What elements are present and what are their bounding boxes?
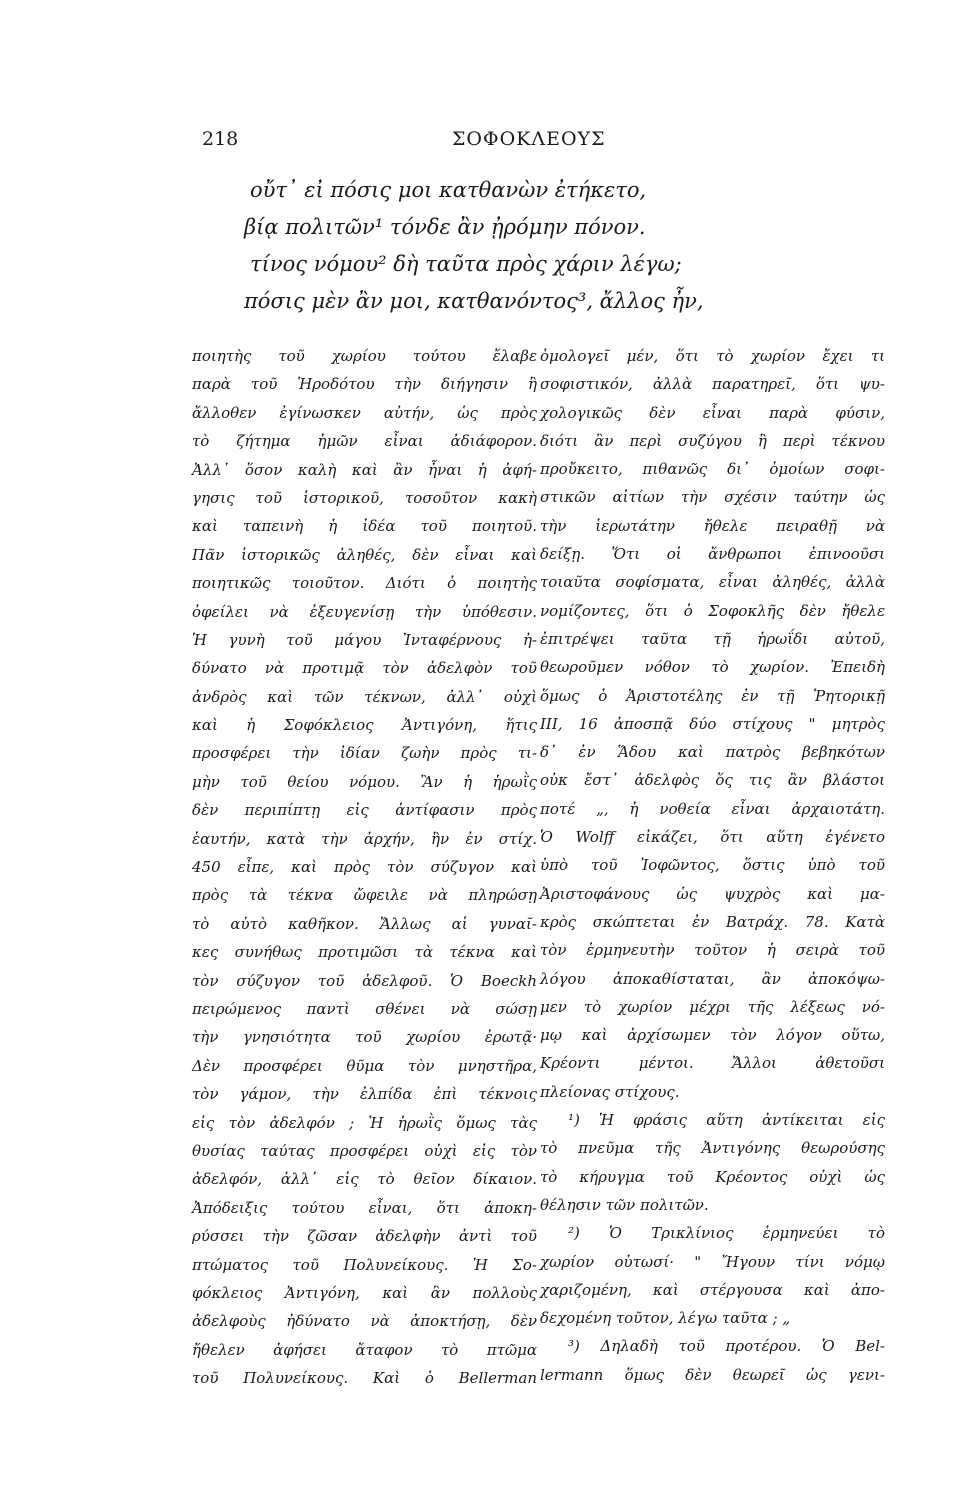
commentary-line: τοῦ Πολυνείκους. Καὶ ὁ Bellerman xyxy=(192,1369,537,1388)
commentary-line: ὁμολογεῖ μέν, ὅτι τὸ χωρίον ἔχει τι xyxy=(540,347,885,365)
commentary-line: ἀδελφόν, ἀλλ᾽ εἰς τὸ θεῖον δίκαιον. xyxy=(192,1170,537,1189)
commentary-line: εἰς τὸν ἀδελφόν ; Ἡ ἡρωῒς ὅμως τὰς xyxy=(192,1113,537,1132)
page-header xyxy=(0,128,975,158)
commentary-line: σοφιστικόν, ἀλλὰ παρατηρεῖ, ὅτι ψυ- xyxy=(540,375,885,394)
commentary-line: Ἀπόδειξις τούτου εἶναι, ὅτι ἀποκη- xyxy=(192,1198,537,1217)
commentary-line: τὴν γνησιότητα τοῦ χωρίου ἐρωτᾷ· xyxy=(192,1028,537,1047)
commentary-line: στικῶν αἰτίων τὴν σχέσιν ταύτην ὡς xyxy=(540,488,885,507)
commentary-line: πτώματος τοῦ Πολυνείκους. Ἡ Σο- xyxy=(192,1255,537,1274)
commentary-line: δεχομένη τοῦτον, λέγω ταῦτα ; „ xyxy=(540,1309,791,1328)
commentary-line: διότι ἂν περὶ συζύγου ἢ περὶ τέκνου xyxy=(540,431,885,450)
commentary-line: χωρίον οὑτωσί· " Ἤγουν τίνι νόμῳ xyxy=(540,1252,885,1271)
commentary-line: ἐπιτρέψει ταῦτα τῇ ἡρωΐδι αὐτοῦ, xyxy=(540,629,885,648)
verse-line: οὔτ᾽ εἰ πόσις μοι κατθανὼν ἐτήκετο, xyxy=(250,178,647,202)
commentary-line: τὸν γάμον, τὴν ἐλπίδα ἐπὶ τέκνοις xyxy=(192,1085,537,1104)
commentary-line: Ἡ γυνὴ τοῦ μάγου Ἰνταφέρνους ἠ- xyxy=(192,630,537,649)
commentary-line: μῳ καὶ ἀρχίσωμεν τὸν λόγον οὕτω, xyxy=(540,1026,885,1045)
page-number: 218 xyxy=(202,128,239,150)
running-title: ΣΟΦΟΚΛΕΟΥΣ xyxy=(452,128,606,150)
commentary-line: ὅμως ὁ Ἀριστοτέλης ἐν τῇ Ῥητορικῇ xyxy=(540,686,885,705)
commentary-line: Κρέοντι μέντοι. Ἄλλοι ἀθετοῦσι xyxy=(540,1054,885,1073)
commentary-line: τοιαῦτα σοφίσματα, εἶναι ἀληθές, ἀλλὰ xyxy=(540,573,885,592)
commentary-line: τὸ πνεῦμα τῆς Ἀντιγόνης θεωρούσης xyxy=(540,1139,885,1158)
commentary-line: ἤθελεν ἀφήσει ἄταφον τὸ πτῶμα xyxy=(192,1340,537,1359)
commentary-right-column xyxy=(540,342,885,1389)
commentary-line: χολογικῶς δὲν εἶναι παρὰ φύσιν, xyxy=(540,403,885,422)
commentary-line: Πᾶν ἱστορικῶς ἀληθές, δὲν εἶναι καὶ xyxy=(192,545,537,564)
commentary-line: παρὰ τοῦ Ἡροδότου τὴν διήγησιν ἢ xyxy=(192,375,537,394)
commentary-line: χαριζομένη, καὶ στέργουσα καὶ ἀπο- xyxy=(540,1280,885,1299)
commentary-line: Ὁ Wolff εἰκάζει, ὅτι αὕτη ἐγένετο xyxy=(540,828,885,847)
commentary-left-column xyxy=(192,342,537,1392)
commentary-line: ὑπὸ τοῦ Ἰοφῶντος, ὅστις ὑπὸ τοῦ xyxy=(540,856,885,875)
commentary-line: τὸ ζήτημα ἡμῶν εἶναι ἀδιάφορον. xyxy=(192,432,537,451)
commentary-line: τὸ αὐτὸ καθῆκον. Ἄλλως αἱ γυναῖ- xyxy=(192,914,537,933)
verse-line: πόσις μὲν ἂν μοι, κατθανόντος³, ἄλλος ἦν, xyxy=(244,289,704,313)
commentary-line: θεωροῦμεν νόθον τὸ χωρίον. Ἐπειδὴ xyxy=(540,658,885,677)
commentary-line: δ᾽ ἐν Ἅδου καὶ πατρὸς βεβηκότων xyxy=(540,743,885,762)
commentary-line: τὸν σύζυγον τοῦ ἀδελφοῦ. Ὁ Boeckh xyxy=(192,971,537,990)
commentary-line: πλείονας στίχους. xyxy=(540,1082,680,1101)
commentary-line: ρύσσει τὴν ζῶσαν ἀδελφὴν ἀντὶ τοῦ xyxy=(192,1227,537,1246)
commentary-line: μεν τὸ χωρίον μέχρι τῆς λέξεως νό- xyxy=(540,997,885,1016)
commentary-line: ἄλλοθεν ἐγίνωσκεν αὐτήν, ὡς πρὸς xyxy=(192,403,537,422)
commentary-line: νομίζοντες, ὅτι ὁ Σοφοκλῆς δὲν ἤθελε xyxy=(540,601,885,620)
commentary-line: πρὸς τὰ τέκνα ὤφειλε νὰ πληρώσῃ xyxy=(192,886,537,905)
commentary-line: ποτέ „, ἡ νοθεία εἶναι ἀρχαιοτάτη. xyxy=(540,799,885,818)
verse-line: τίνος νόμου² δὴ ταῦτα πρὸς χάριν λέγω; xyxy=(250,252,682,276)
commentary-line: γησις τοῦ ἱστορικοῦ, τοσοῦτον κακὴ xyxy=(192,488,537,507)
commentary-line: ²) Ὁ Τρικλίνιος ἑρμηνεύει τὸ xyxy=(568,1224,885,1243)
commentary-line: 450 εἶπε, καὶ πρὸς τὸν σύζυγον καὶ xyxy=(192,858,537,877)
commentary-line: Ἀλλ᾽ ὅσον καλὴ καὶ ἂν ἦναι ἡ ἀφή- xyxy=(192,460,537,479)
commentary-line: ἑαυτήν, κατὰ τὴν ἀρχήν, ἣν ἐν στίχ. xyxy=(192,829,537,848)
commentary-line: Δὲν προσφέρει θῦμα τὸν μνηστῆρα, xyxy=(192,1056,537,1075)
commentary-line: ³) Δηλαδὴ τοῦ προτέρου. Ὁ Bel- xyxy=(568,1337,885,1356)
commentary-line: προὔκειτο, πιθανῶς δι᾽ ὁμοίων σοφι- xyxy=(540,460,885,479)
commentary-line: πειρώμενος παντὶ σθένει νὰ σώσῃ xyxy=(192,999,537,1018)
commentary-line: μὴν τοῦ θείου νόμου. Ἂν ἡ ἡρωῒς xyxy=(192,772,537,791)
commentary-line: κες συνήθως προτιμῶσι τὰ τέκνα καὶ xyxy=(192,943,537,962)
commentary-line: θυσίας ταύτας προσφέρει οὐχὶ εἰς τὸν xyxy=(192,1141,537,1160)
commentary-line: τὸν ἑρμηνευτὴν τοῦτον ἡ σειρὰ τοῦ xyxy=(540,941,885,960)
commentary-line: δείξῃ. Ὅτι οἱ ἄνθρωποι ἐπινοοῦσι xyxy=(540,545,885,564)
commentary-line: ¹) Ἡ φράσις αὕτη ἀντίκειται εἰς xyxy=(568,1111,885,1130)
commentary-line: ἀδελφοὺς ἠδύνατο νὰ ἀποκτήσῃ, δὲν xyxy=(192,1312,537,1331)
commentary-line: δύνατο νὰ προτιμᾷ τὸν ἀδελφὸν τοῦ xyxy=(192,659,537,678)
commentary-line: οὐκ ἔστ᾽ ἀδελφὸς ὅς τις ἂν βλάστοι xyxy=(540,771,885,790)
commentary-line: τὸ κήρυγμα τοῦ Κρέοντος οὐχὶ ὡς xyxy=(540,1167,885,1186)
verse-line: βίᾳ πολιτῶν¹ τόνδε ἂν ᾐρόμην πόνον. xyxy=(244,215,646,239)
commentary-line: τὴν ἱερωτάτην ἤθελε πειραθῇ νὰ xyxy=(540,516,885,535)
commentary-line: ἀνδρὸς καὶ τῶν τέκνων, ἀλλ᾽ οὐχὶ xyxy=(192,687,537,706)
commentary-line: δὲν περιπίπτῃ εἰς ἀντίφασιν πρὸς xyxy=(192,801,537,820)
commentary-line: καὶ ἡ Σοφόκλειος Ἀντιγόνη, ἥτις xyxy=(192,716,537,735)
commentary-line: lermann ὅμως δὲν θεωρεῖ ὡς γενι- xyxy=(540,1365,885,1384)
commentary-line: ὀφείλει νὰ ἐξευγενίσῃ τὴν ὑπόθεσιν. xyxy=(192,602,537,621)
commentary-line: ποιητὴς τοῦ χωρίου τούτου ἔλαβε xyxy=(192,347,537,365)
commentary-line: φόκλειος Ἀντιγόνη, καὶ ἂν πολλοὺς xyxy=(192,1283,537,1302)
commentary-line: λόγου ἀποκαθίσταται, ἂν ἀποκόψω- xyxy=(540,969,885,988)
commentary-line: προσφέρει τὴν ἰδίαν ζωὴν πρὸς τι- xyxy=(192,744,537,763)
commentary-line: καὶ ταπεινὴ ἡ ἰδέα τοῦ ποιητοῦ. xyxy=(192,517,537,536)
commentary-line: Ἀριστοφάνους ὡς ψυχρὸς καὶ μα- xyxy=(540,884,885,903)
verse-block xyxy=(244,172,770,320)
commentary-line: ΙΙΙ, 16 ἀποσπᾷ δύο στίχους " μητρὸς xyxy=(540,714,885,733)
commentary-line: θέλησιν τῶν πολιτῶν. xyxy=(540,1195,709,1214)
commentary-line: ποιητικῶς τοιοῦτον. Διότι ὁ ποιητὴς xyxy=(192,574,537,593)
commentary-line: κρὸς σκώπτεται ἐν Βατράχ. 78. Κατὰ xyxy=(540,912,885,931)
